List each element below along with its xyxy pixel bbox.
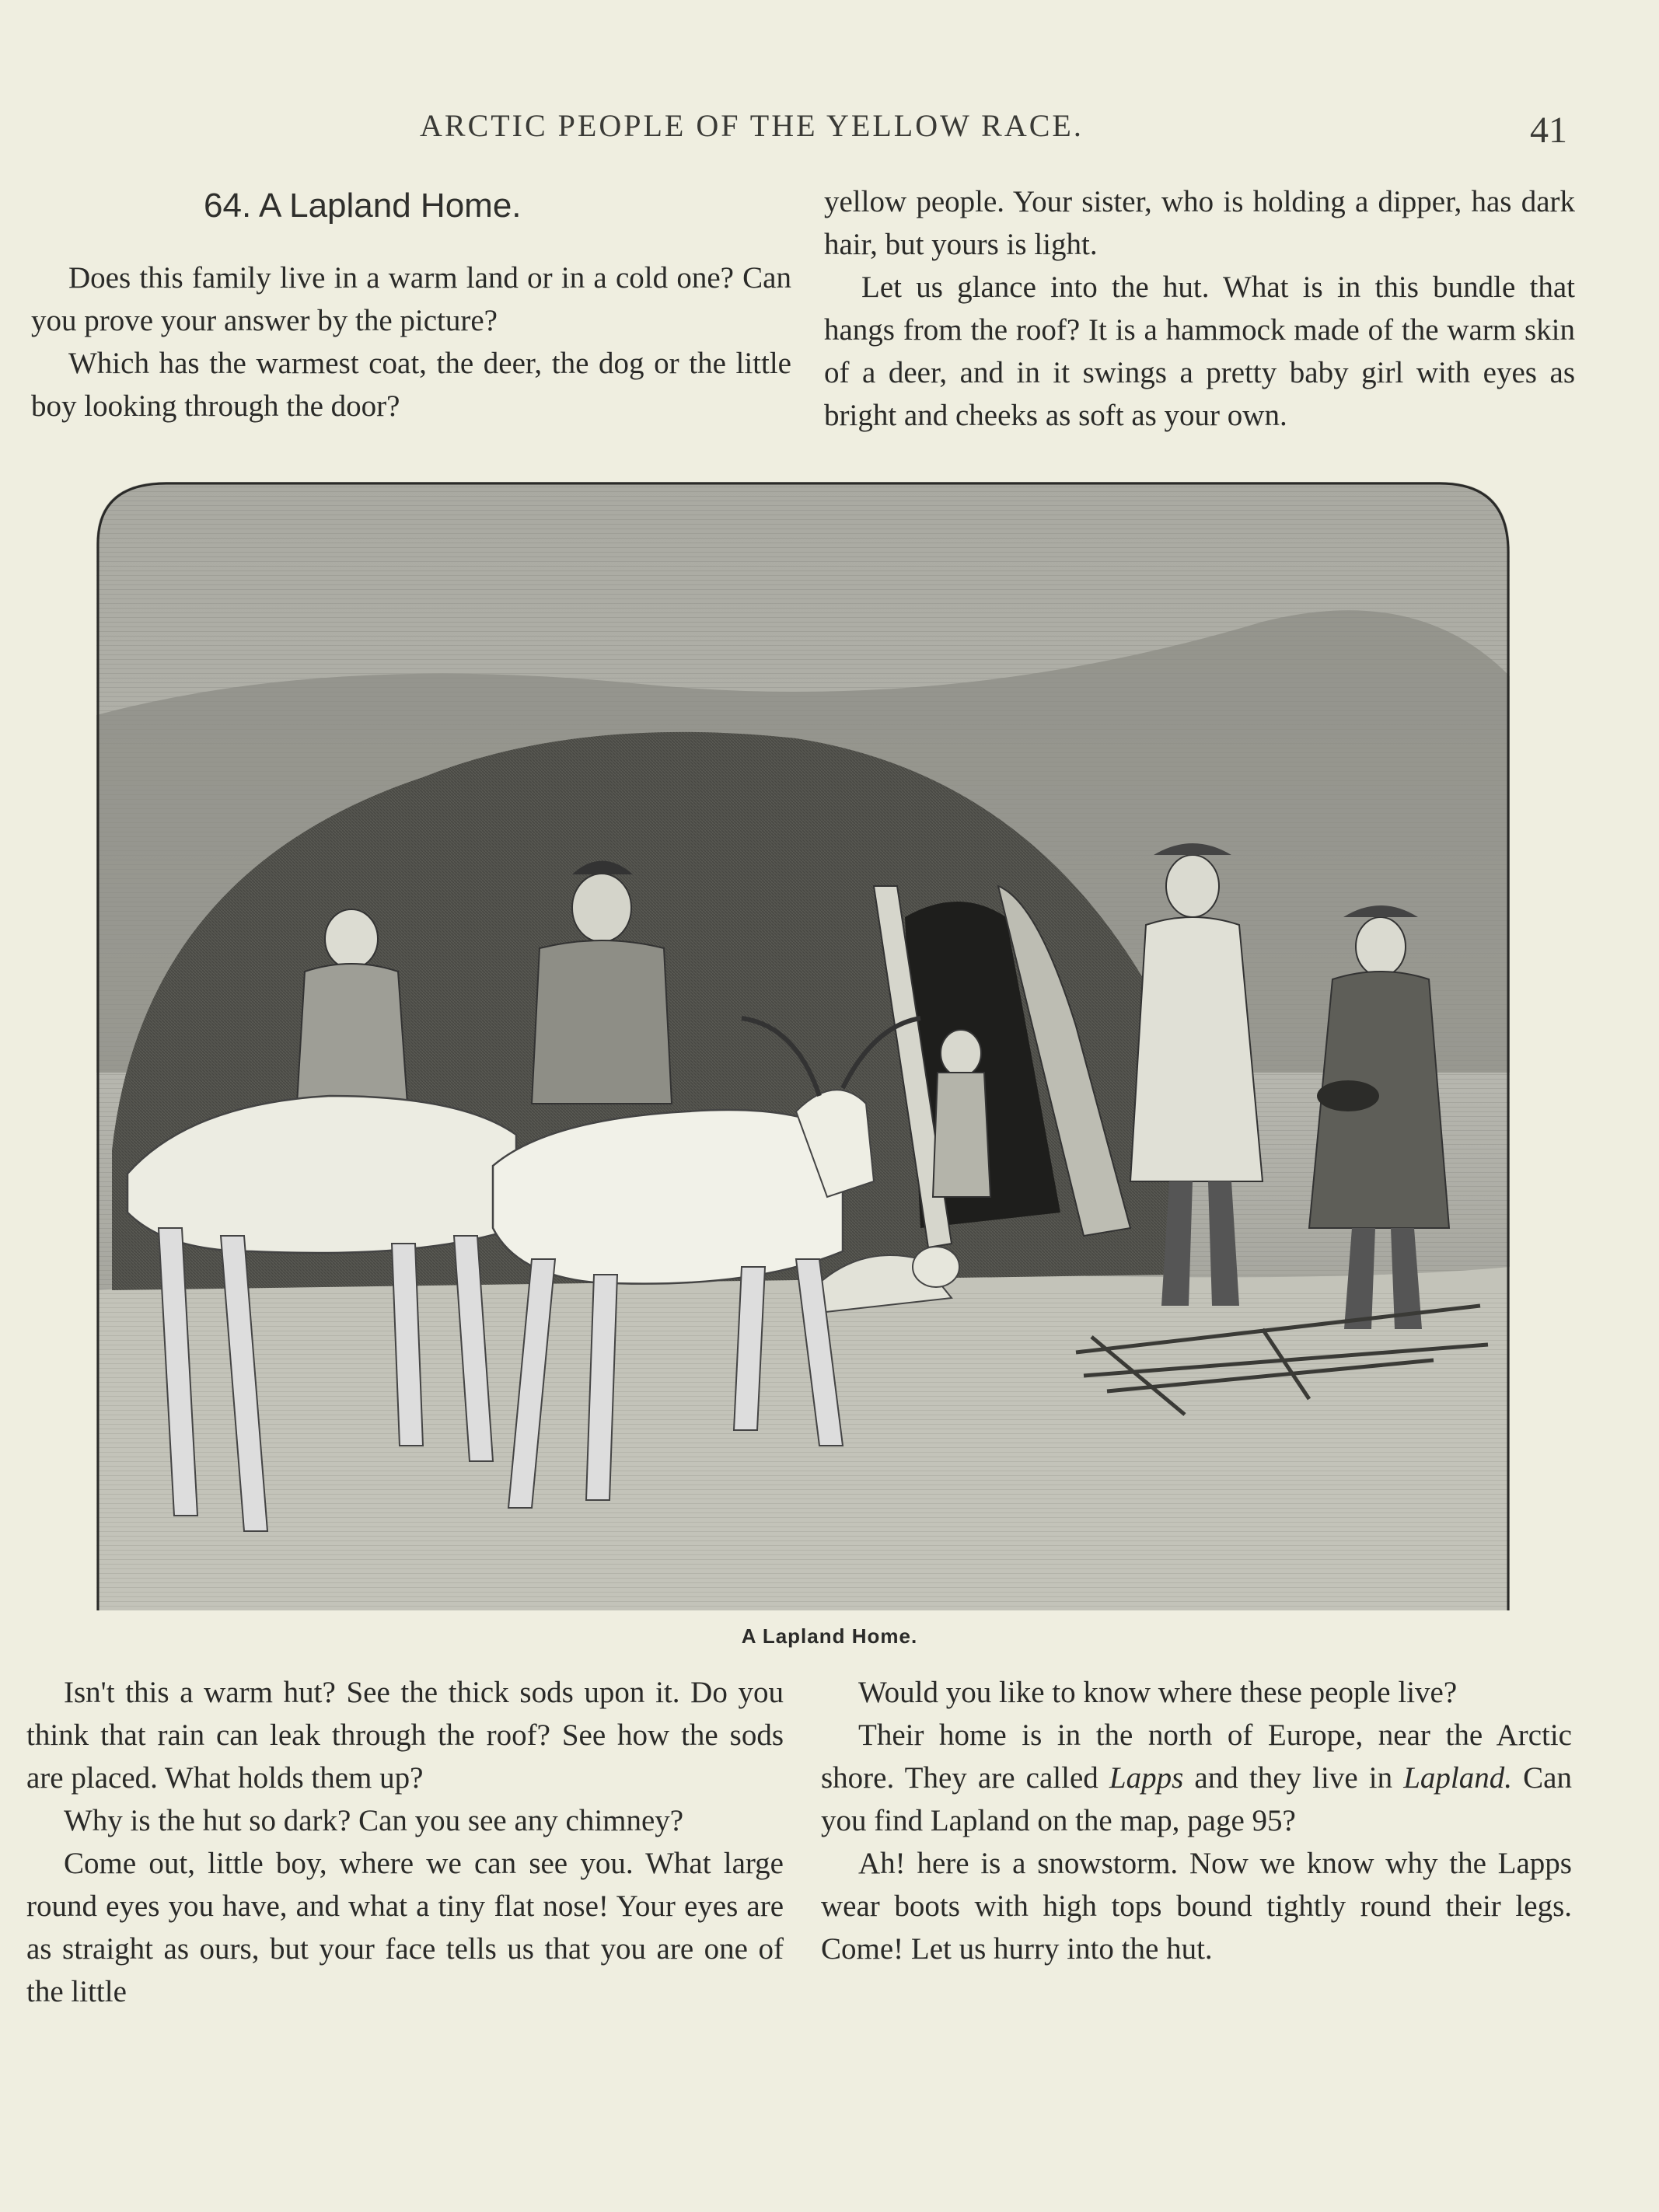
bottom-left-column bbox=[26, 1671, 784, 2013]
paragraph: Why is the hut so dark? Can you see any chimney? bbox=[64, 1804, 684, 1837]
top-right-column bbox=[824, 180, 1575, 437]
text-run: Can you find Lapland on the map, page 95? bbox=[821, 1761, 1572, 1837]
page-number: 41 bbox=[1530, 110, 1567, 151]
running-head: ARCTIC PEOPLE OF THE YELLOW RACE. bbox=[420, 108, 1084, 143]
lapland-home-engraving bbox=[96, 482, 1510, 1610]
text-run: and they live in bbox=[1183, 1761, 1404, 1795]
paragraph: Does this family live in a warm land or in a cold one? Can you prove your answer by the picture? bbox=[31, 261, 791, 337]
paragraph: Let us glance into the hut. What is in this bundle that hangs from the roof? It is a hammock made of the warm skin of a deer, and in it swings a pretty baby girl with eyes as bright and cheeks as soft as your own. bbox=[824, 270, 1575, 432]
paragraph: Isn't this a warm hut? See the thick sods upon it. Do you think that rain can leak through the roof? See how the sods are placed. What holds them up? bbox=[26, 1676, 784, 1795]
bottom-right-column bbox=[821, 1671, 1572, 1970]
engraving-illustration bbox=[96, 482, 1510, 1610]
paragraph: yellow people. Your sister, who is holding a dipper, has dark hair, but yours is light. bbox=[824, 185, 1575, 261]
top-left-column bbox=[31, 256, 791, 427]
paragraph: Would you like to know where these people live? bbox=[858, 1676, 1458, 1709]
paragraph: Come out, little boy, where we can see you. What large round eyes you have, and what a tiny flat nose! Your eyes are as straight as ours, but your face tells us that you are one of the little bbox=[26, 1847, 784, 2008]
paragraph: Ah! here is a snowstorm. Now we know why the Lapps wear boots with high tops bound tightly round their legs. Come! Let us hurry into the hut. bbox=[821, 1847, 1572, 1966]
term-lapland: Lapland. bbox=[1403, 1761, 1513, 1795]
paragraph: Which has the warmest coat, the deer, the dog or the little boy looking through the door? bbox=[31, 347, 791, 423]
text-run: Their home is in the north of Europe, near the Arctic shore. They are called bbox=[821, 1718, 1572, 1795]
term-lapps: Lapps bbox=[1109, 1761, 1184, 1795]
paragraph bbox=[821, 1714, 1572, 1842]
section-heading: 64. A Lapland Home. bbox=[204, 187, 522, 225]
figure-caption: A Lapland Home. bbox=[741, 1624, 918, 1648]
